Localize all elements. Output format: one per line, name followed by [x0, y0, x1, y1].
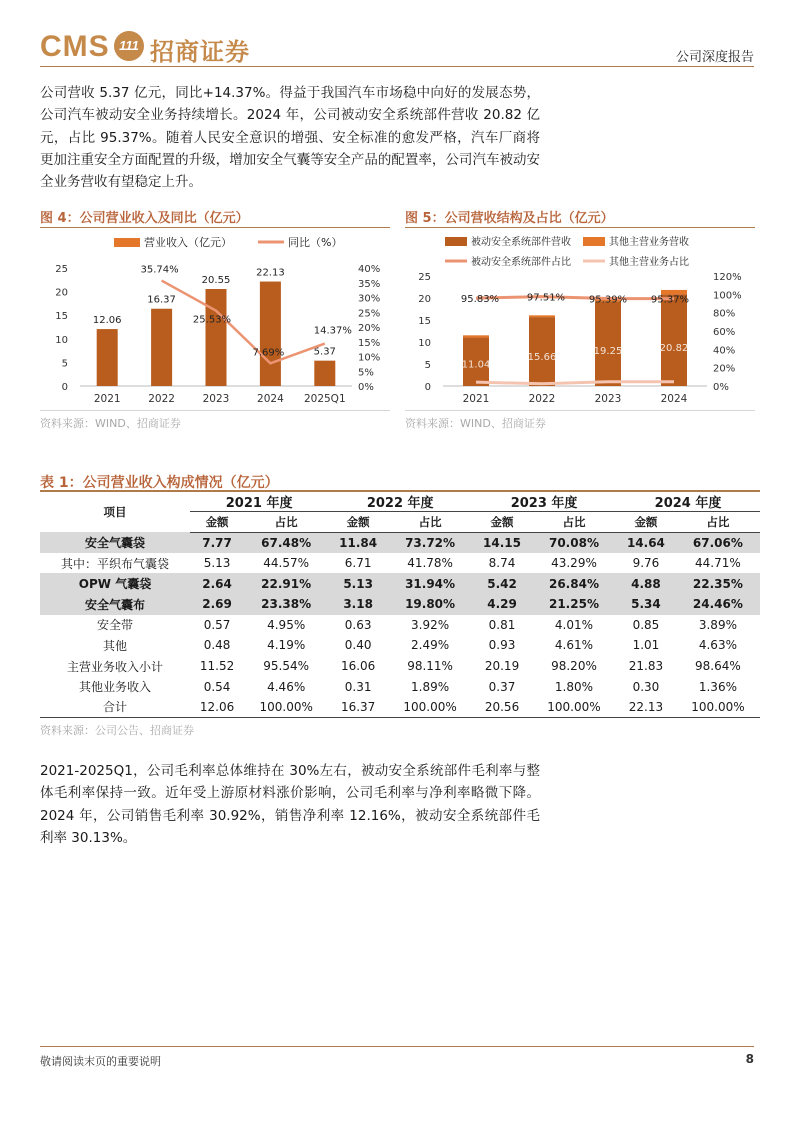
table-share-cell: 3.92% — [411, 617, 450, 632]
legend-other-label: 其他主营业务营收 — [609, 237, 689, 248]
table-amount-cell: 0.31 — [344, 679, 372, 694]
yoy-line — [162, 281, 325, 364]
table-amount-cell: 6.71 — [344, 556, 372, 571]
y-axis-tick-label: 25 — [55, 264, 68, 275]
y2-axis-tick-label: 30% — [358, 293, 381, 305]
intro-paragraph: 公司营收 5.37 亿元，同比+14.37%。得益于我国汽车市场稳中向好的发展态势，公司汽车被动安全业务持续增长。2024 年，公司被动安全系统部件营收 20.82 亿元，占比 95.37%。随着人民安全意识的增强、安全标准的愈发严格，汽车厂商将更加注重安全方面配置的升级，增加安全气囊等安全产品的配置率，公司汽车被动安全业务营收有望稳定上升。 — [40, 85, 540, 191]
table-amount-cell: 0.48 — [203, 638, 231, 653]
passive-share-data-label: 95.37% — [650, 294, 690, 306]
table-row-label: 安全气囊布 — [40, 594, 190, 615]
y2-axis-tick-label: 20% — [358, 323, 381, 334]
table-amount-cell: 11.84 — [328, 532, 388, 553]
table-amount-cell: 12.06 — [190, 697, 244, 718]
table-share-cell: 22.91% — [244, 573, 328, 594]
y-axis-tick-label: 25 — [418, 272, 431, 283]
legend-passive-safety-label: 被动安全系统部件营收 — [471, 237, 571, 248]
table-share-cell: 19.80% — [388, 594, 472, 615]
y2-axis-tick-label: 25% — [358, 308, 381, 320]
revenue-bar — [206, 289, 227, 386]
table-share-cell: 1.89% — [411, 679, 450, 694]
legend-other-swatch — [583, 237, 605, 246]
logo-chinese-name: 招商证券 — [150, 37, 250, 66]
table-amount-cell: 3.18 — [328, 594, 388, 615]
revenue-composition-table — [40, 490, 760, 718]
y2-axis-tick-label: 10% — [358, 352, 381, 364]
table-amount-cell: 14.64 — [616, 532, 676, 553]
figure-4-title: 图 4：公司营业收入及同比（亿元） — [40, 211, 249, 226]
table-amount-cell: 16.06 — [340, 659, 376, 674]
table-1-title: 表 1：公司营业收入构成情况（亿元） — [40, 475, 279, 491]
table-body — [40, 532, 760, 717]
table-share-cell: 4.63% — [698, 638, 737, 653]
margin-paragraph: 2021-2025Q1，公司毛利率总体维持在 30%左右，被动安全系统部件毛利率与整体毛利率保持一致。近年受上游原材料涨价影响，公司毛利率与净利率略微下降。2024 年，公司销售毛利率 30.92%，销售净利率 12.16%，被动安全系统部件毛利率 30.13%。 — [40, 763, 540, 846]
table-share-cell: 70.08% — [532, 532, 616, 553]
table-amount-cell: 2.69 — [190, 594, 244, 615]
table-amount-cell: 0.81 — [488, 617, 516, 632]
revenue-bar — [314, 361, 335, 386]
other-business-bar — [463, 335, 489, 337]
table-share-cell: 4.46% — [267, 679, 306, 694]
x-axis-tick-label: 2021 — [462, 393, 490, 405]
table-amount-cell: 5.13 — [328, 573, 388, 594]
table-year-header: 2024 年度 — [616, 491, 760, 512]
y-axis-tick-label: 15 — [55, 311, 68, 323]
table-share-cell: 98.11% — [407, 659, 453, 674]
x-axis-tick-label: 2025Q1 — [303, 393, 346, 405]
y2-axis-tick-label: 40% — [713, 345, 736, 357]
table-share-cell: 67.06% — [676, 532, 760, 553]
y2-axis-tick-label: 100% — [713, 290, 742, 302]
table-share-cell: 31.94% — [388, 573, 472, 594]
revenue-data-label: 22.13 — [256, 267, 285, 279]
y2-axis-tick-label: 0% — [358, 382, 374, 393]
logo-cms-text: CMS — [40, 30, 110, 63]
table-amount-cell: 1.01 — [632, 638, 660, 653]
table-amount-cell: 0.40 — [344, 638, 372, 653]
table-share-cell: 21.25% — [532, 594, 616, 615]
x-axis-tick-label: 2022 — [148, 393, 175, 405]
table-share-cell: 3.89% — [698, 617, 737, 632]
table-row-label: 安全带 — [96, 618, 133, 633]
y-axis-tick-label: 5 — [61, 358, 68, 370]
legend-yoy-label: 同比（%） — [288, 236, 343, 249]
table-amount-cell: 5.34 — [616, 594, 676, 615]
x-axis-tick-label: 2023 — [202, 393, 230, 405]
y2-axis-tick-label: 60% — [713, 327, 736, 338]
other-business-bar — [529, 315, 555, 317]
table-share-cell: 2.49% — [411, 638, 450, 653]
table-amount-header: 金额 — [472, 512, 532, 533]
table-share-cell: 43.29% — [551, 556, 597, 571]
y-axis-tick-label: 10 — [418, 338, 431, 349]
passive-safety-bar — [661, 294, 687, 386]
table-share-cell: 4.01% — [554, 617, 594, 632]
table-amount-cell: 21.83 — [628, 659, 664, 674]
x-axis-tick-label: 2024 — [257, 393, 284, 405]
passive-safety-data-label: 20.82 — [659, 343, 689, 355]
table-share-cell: 23.38% — [244, 594, 328, 615]
y2-axis-tick-label: 120% — [713, 272, 742, 283]
table-amount-cell: 20.19 — [484, 659, 520, 674]
table-row-label: 其他业务收入 — [78, 680, 151, 695]
y-axis-tick-label: 5 — [424, 360, 431, 371]
yoy-data-label: 7.69% — [252, 347, 285, 359]
revenue-data-label: 20.55 — [201, 275, 231, 287]
table-row — [40, 553, 760, 574]
legend-passive-safety-swatch — [445, 237, 467, 246]
figure-4-source-divider — [40, 410, 390, 411]
y2-axis-tick-label: 5% — [358, 367, 374, 379]
table-share-cell: 67.48% — [244, 532, 328, 553]
x-axis-tick-label: 2021 — [93, 393, 121, 405]
figure-5-title: 图 5：公司营收结构及占比（亿元） — [405, 211, 614, 226]
table-amount-cell: 14.15 — [472, 532, 532, 553]
table-share-cell: 24.46% — [676, 594, 760, 615]
table-share-cell: 73.72% — [388, 532, 472, 553]
passive-share-line — [476, 297, 674, 299]
table-amount-cell: 4.88 — [616, 573, 676, 594]
table-share-cell: 100.00% — [244, 697, 328, 718]
table-share-cell: 98.64% — [695, 659, 741, 674]
table-amount-cell: 11.52 — [199, 659, 235, 674]
table-share-cell: 100.00% — [676, 697, 760, 718]
revenue-bar — [151, 309, 172, 386]
table-row-label: 其中：平织布气囊袋 — [60, 556, 169, 571]
table-amount-cell: 5.42 — [472, 573, 532, 594]
table-amount-cell: 0.30 — [632, 679, 660, 694]
other-share-line — [476, 382, 674, 384]
table-amount-cell: 4.29 — [472, 594, 532, 615]
y2-axis-tick-label: 0% — [713, 382, 729, 393]
table-share-cell: 100.00% — [388, 697, 472, 718]
passive-safety-data-label: 19.25 — [593, 345, 623, 357]
table-share-header: 占比 — [388, 512, 472, 533]
table-amount-cell: 0.85 — [632, 617, 660, 632]
logo-badge-icon: 111 — [114, 31, 144, 61]
table-row — [40, 573, 760, 594]
yoy-data-label: 25.53% — [192, 314, 232, 326]
figure-5-source: 资料来源：WIND、招商证券 — [405, 417, 546, 430]
table-row — [40, 635, 760, 656]
y-axis-tick-label: 0 — [61, 382, 68, 393]
table-row-label: OPW 气囊袋 — [40, 573, 190, 594]
table-amount-header: 金额 — [190, 512, 244, 533]
table-amount-cell: 0.54 — [203, 679, 231, 694]
table-share-cell: 22.35% — [676, 573, 760, 594]
table-share-cell: 1.80% — [554, 679, 594, 694]
legend-revenue-label: 营业收入（亿元） — [144, 236, 232, 249]
table-amount-cell: 0.93 — [488, 638, 516, 653]
report-type-label: 公司深度报告 — [675, 50, 754, 65]
table-share-cell: 26.84% — [532, 573, 616, 594]
table-item-header: 项目 — [40, 491, 190, 532]
table-share-cell: 41.78% — [407, 556, 453, 571]
table-share-cell: 44.57% — [263, 556, 310, 571]
table-row-label: 主营业务收入小计 — [66, 659, 163, 674]
y-axis-tick-label: 20 — [418, 294, 431, 305]
table-amount-cell: 0.37 — [488, 679, 516, 694]
table-row — [40, 656, 760, 677]
legend-revenue-swatch — [114, 238, 140, 247]
legend-other-share-label: 其他主营业务占比 — [609, 257, 689, 268]
table-row — [40, 532, 760, 553]
table-amount-header: 金额 — [616, 512, 676, 533]
table-share-cell: 4.95% — [267, 617, 306, 632]
table-row — [40, 594, 760, 615]
table-amount-header: 金额 — [328, 512, 388, 533]
y-axis-tick-label: 10 — [55, 334, 68, 346]
header-divider — [40, 66, 754, 67]
table-amount-cell: 0.57 — [203, 617, 231, 632]
table-share-header: 占比 — [532, 512, 616, 533]
table-row-label: 安全气囊袋 — [40, 532, 190, 553]
table-share-cell: 44.71% — [695, 556, 741, 571]
footer-divider — [40, 1046, 754, 1047]
revenue-bar — [97, 329, 118, 386]
table-row — [40, 615, 760, 636]
table-year-header: 2021 年度 — [190, 491, 328, 512]
table-amount-cell: 0.63 — [344, 617, 372, 632]
passive-share-data-label: 97.51% — [526, 292, 566, 304]
table-share-header: 占比 — [244, 512, 328, 533]
y2-axis-tick-label: 40% — [358, 264, 381, 275]
yoy-data-label: 35.74% — [140, 264, 179, 276]
x-axis-tick-label: 2022 — [528, 393, 556, 405]
y2-axis-tick-label: 80% — [713, 308, 736, 320]
x-axis-tick-label: 2024 — [660, 393, 688, 405]
revenue-growth-chart — [40, 228, 390, 410]
table-row — [40, 676, 760, 697]
table-amount-cell: 9.76 — [632, 556, 660, 571]
revenue-structure-chart — [405, 228, 755, 410]
table-share-header: 占比 — [676, 512, 760, 533]
table-share-cell: 100.00% — [532, 697, 616, 718]
table-amount-cell: 20.56 — [472, 697, 532, 718]
revenue-data-label: 16.37 — [147, 294, 176, 306]
company-logo — [40, 28, 270, 64]
table-amount-cell: 22.13 — [616, 697, 676, 718]
table-amount-cell: 16.37 — [328, 697, 388, 718]
y-axis-tick-label: 15 — [418, 316, 431, 327]
y-axis-tick-label: 20 — [55, 287, 68, 299]
table-amount-cell: 5.13 — [203, 556, 231, 571]
footer-disclaimer: 敬请阅读末页的重要说明 — [40, 1055, 161, 1068]
table-share-cell: 4.61% — [554, 638, 594, 653]
revenue-data-label: 12.06 — [92, 315, 122, 327]
table-amount-cell: 8.74 — [488, 556, 516, 571]
legend-passive-share-label: 被动安全系统部件占比 — [471, 257, 571, 268]
y2-axis-tick-label: 35% — [358, 278, 381, 290]
table-row-label: 其他 — [102, 638, 127, 653]
revenue-data-label: 5.37 — [313, 346, 336, 358]
passive-safety-data-label: 11.04 — [461, 359, 491, 371]
table-year-header: 2022 年度 — [328, 491, 472, 512]
figure-5-source-divider — [405, 410, 755, 411]
y-axis-tick-label: 0 — [424, 382, 431, 393]
passive-share-data-label: 95.83% — [460, 294, 500, 306]
table-amount-cell: 2.64 — [190, 573, 244, 594]
revenue-bar — [260, 282, 281, 386]
passive-safety-bar — [595, 301, 621, 386]
table-share-cell: 4.19% — [267, 638, 306, 653]
y2-axis-tick-label: 20% — [713, 363, 736, 375]
figure-4-source: 资料来源：WIND、招商证券 — [40, 417, 181, 430]
passive-share-data-label: 95.39% — [588, 294, 628, 306]
table-row — [40, 697, 760, 718]
table-share-cell: 1.36% — [698, 679, 737, 694]
table-year-header: 2023 年度 — [472, 491, 616, 512]
y2-axis-tick-label: 15% — [358, 337, 381, 349]
passive-safety-data-label: 15.66 — [527, 351, 557, 363]
table-1-source: 资料来源：公司公告、招商证券 — [40, 724, 194, 737]
table-share-cell: 95.54% — [263, 659, 310, 674]
x-axis-tick-label: 2023 — [594, 393, 622, 405]
page-number: 8 — [745, 1052, 754, 1066]
table-row-label: 合计 — [40, 697, 190, 718]
table-amount-cell: 7.77 — [190, 532, 244, 553]
table-share-cell: 98.20% — [551, 659, 597, 674]
yoy-data-label: 14.37% — [313, 325, 352, 337]
